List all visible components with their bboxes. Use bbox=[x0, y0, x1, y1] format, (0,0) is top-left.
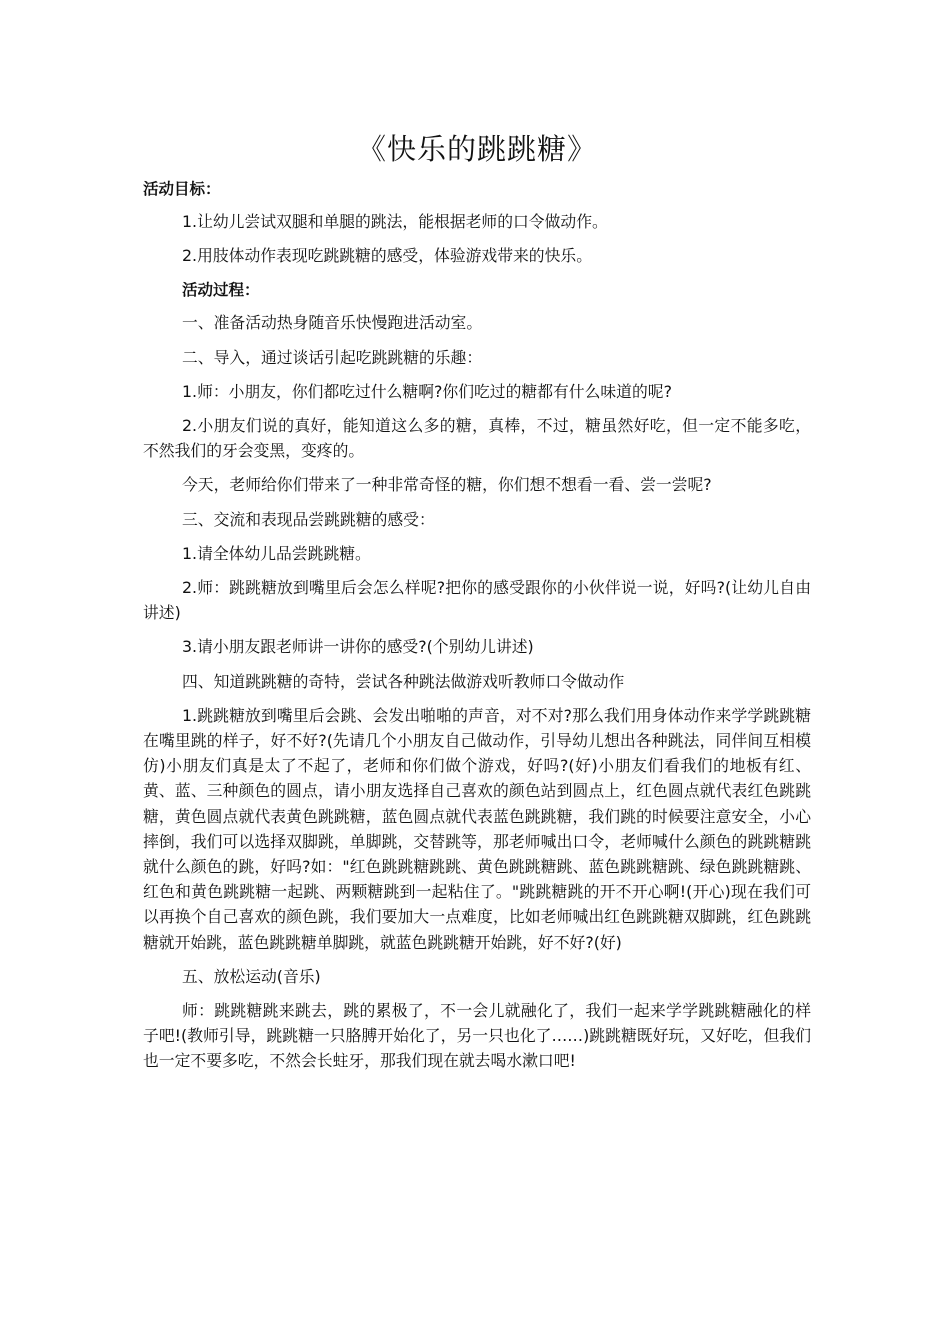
process-exchange-tell: 3.请小朋友跟老师讲一讲你的感受?(个别幼儿讲述) bbox=[182, 637, 534, 657]
process-step-exchange: 三、交流和表现品尝跳跳糖的感受： bbox=[182, 509, 435, 529]
process-step-intro: 二、导入，通过谈话引起吃跳跳糖的乐趣： bbox=[182, 347, 483, 367]
goal-item-1: 1.让幼儿尝试双腿和单腿的跳法，能根据老师的口令做动作。 bbox=[182, 212, 608, 231]
process-game-details: 1.跳跳糖放到嘴里后会跳、会发出啪啪的声音，对不对?那么我们用身体动作来学学跳跳糖在嘴里跳的样子，好不好?(先请几个小朋友自己做动作，引导幼儿想出各种跳法，同伴间互相模仿)小朋友们真是太了不起了，老师和你们做个游戏，好吗?(好)小朋友们看我们的地板有红、黄、蓝、三种颜色的圆点，请小朋友选择自己喜欢的颜色站到圆点上，红色圆点就代表红色跳跳糖，黄色圆点就代表黄色跳跳糖，蓝色圆点就代表蓝色跳跳糖，我们跳的时候要注意安全，小心摔倒，我们可以选择双脚跳，单脚跳，交替跳等，那老师喊出口令，老师喊什么颜色的跳跳糖跳就什么颜色的跳，好吗?如："红色跳跳糖跳跳、黄色跳跳糖跳、蓝色跳跳糖跳、绿色跳跳糖跳、红色和黄色跳跳糖一起跳、两颗糖跳到一起粘住了。"跳跳糖跳的开不开心啊!(开心)现在我们可以再换个自己喜欢的颜色跳，我们要加大一点难度，比如老师喊出红色跳跳糖双脚跳，红色跳跳糖就开始跳，蓝色跳跳糖单脚跳，就蓝色跳跳糖开始跳，好不好?(好) bbox=[143, 705, 811, 952]
document-page bbox=[143, 126, 811, 1083]
process-relax-details: 师：跳跳糖跳来跳去，跳的累极了，不一会儿就融化了，我们一起来学学跳跳糖融化的样子吧!(教师引导，跳跳糖一只胳膊开始化了，另一只也化了……)跳跳糖既好玩，又好吃，但我们也一定不要多吃，不然会长蛀牙，那我们现在就去喝水漱口吧! bbox=[143, 1001, 811, 1071]
document-title: 《快乐的跳跳糖》 bbox=[356, 132, 597, 166]
process-heading: 活动过程： bbox=[182, 281, 260, 300]
goal-item-2: 2.用肢体动作表现吃跳跳糖的感受，体验游戏带来的快乐。 bbox=[182, 246, 592, 266]
process-intro-today: 今天，老师给你们带来了一种非常奇怪的糖，你们想不想看一看、尝一尝呢? bbox=[182, 475, 712, 495]
process-step-warmup: 一、准备活动热身随音乐快慢跑进活动室。 bbox=[182, 313, 483, 333]
goals-heading: 活动目标： bbox=[143, 180, 221, 198]
process-intro-response: 2.小朋友们说的真好，能知道这么多的糖，真棒，不过，糖虽然好吃，但一定不能多吃，不然我们的牙会变黑，变疼的。 bbox=[143, 416, 811, 461]
process-step-relax: 五、放松运动(音乐) bbox=[182, 966, 321, 986]
process-exchange-share: 2.师：跳跳糖放到嘴里后会怎么样呢?把你的感受跟你的小伙伴说一说，好吗?(让幼儿自由讲述) bbox=[143, 578, 811, 623]
process-exchange-taste: 1.请全体幼儿品尝跳跳糖。 bbox=[182, 543, 371, 563]
process-intro-question: 1.师：小朋友，你们都吃过什么糖啊?你们吃过的糖都有什么味道的呢? bbox=[182, 381, 672, 401]
process-step-game: 四、知道跳跳糖的奇特，尝试各种跳法做游戏听教师口令做动作 bbox=[182, 671, 625, 691]
